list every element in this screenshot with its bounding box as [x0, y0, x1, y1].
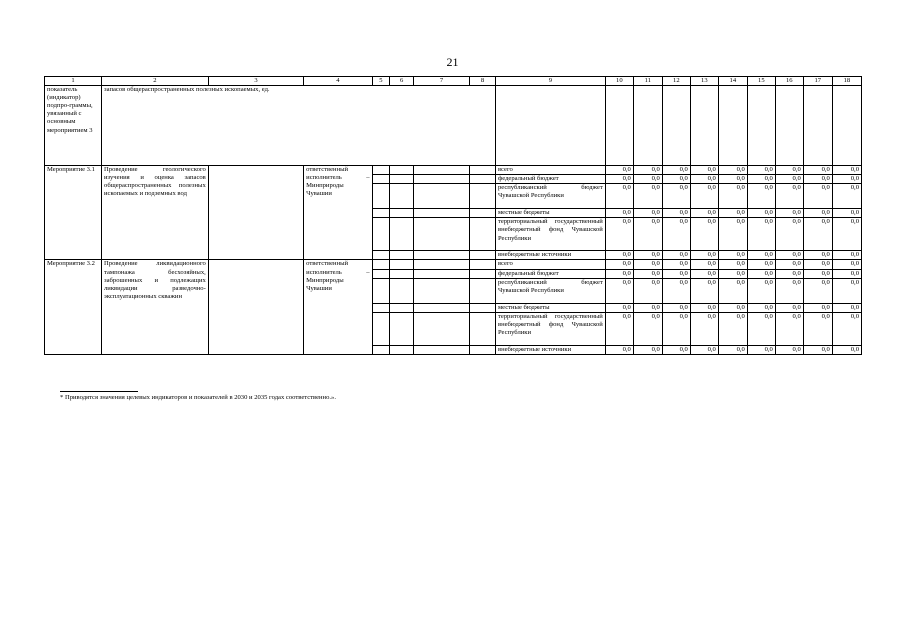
column-number: 14: [718, 77, 747, 86]
empty-cell: [372, 303, 390, 312]
value-cell: 0,0: [605, 209, 633, 218]
empty-cell: [372, 184, 390, 209]
value-cell: 0,0: [605, 166, 633, 175]
value-cell: 0,0: [718, 251, 747, 260]
empty-cell: [470, 303, 496, 312]
value-cell: 0,0: [690, 184, 718, 209]
empty-cell: [372, 175, 390, 184]
value-cell: 0,0: [832, 345, 861, 354]
value-cell: 0,0: [803, 278, 832, 303]
value-cell: 0,0: [662, 278, 690, 303]
value-cell: 0,0: [803, 345, 832, 354]
empty-cell: [414, 209, 470, 218]
value-cell: 0,0: [662, 251, 690, 260]
empty-cell: [414, 260, 470, 269]
value-cell: 0,0: [633, 209, 662, 218]
value-cell: 0,0: [803, 312, 832, 345]
value-cell: 0,0: [803, 209, 832, 218]
value-cell: 0,0: [803, 184, 832, 209]
column-number: 15: [747, 77, 775, 86]
header-row: [45, 77, 862, 86]
empty-cell: [470, 251, 496, 260]
value-cell: 0,0: [803, 166, 832, 175]
column-number: 12: [662, 77, 690, 86]
indicator-label: показатель (индикатор) подпро-граммы, увязанный с основным мероприятием 3: [45, 86, 102, 166]
value-cell: 0,0: [690, 269, 718, 278]
funding-source: внебюджетные источники: [495, 345, 605, 354]
value-cell: 0,0: [633, 166, 662, 175]
empty-cell: [470, 260, 496, 269]
value-cell: 0,0: [662, 260, 690, 269]
column-number: 9: [495, 77, 605, 86]
empty-cell: [414, 345, 470, 354]
empty-cell: [662, 86, 690, 166]
value-cell: 0,0: [605, 269, 633, 278]
value-cell: 0,0: [747, 218, 775, 251]
value-cell: 0,0: [747, 312, 775, 345]
empty-cell: [208, 260, 303, 354]
value-cell: 0,0: [832, 175, 861, 184]
empty-cell: [390, 218, 414, 251]
footnote: * Приводятся значения целевых индикаторов и показателей в 2030 и 2035 годах соответственно.».: [60, 394, 336, 401]
value-cell: 0,0: [832, 260, 861, 269]
value-cell: 0,0: [690, 209, 718, 218]
value-cell: 0,0: [690, 251, 718, 260]
funding-source: федеральный бюджет: [495, 269, 605, 278]
value-cell: 0,0: [633, 312, 662, 345]
value-cell: 0,0: [775, 312, 803, 345]
value-cell: 0,0: [662, 312, 690, 345]
value-cell: 0,0: [605, 278, 633, 303]
value-cell: 0,0: [718, 184, 747, 209]
value-cell: 0,0: [718, 209, 747, 218]
table-row: [45, 166, 862, 175]
empty-cell: [775, 86, 803, 166]
value-cell: 0,0: [747, 260, 775, 269]
value-cell: 0,0: [633, 303, 662, 312]
column-number: 16: [775, 77, 803, 86]
empty-cell: [390, 303, 414, 312]
value-cell: 0,0: [747, 166, 775, 175]
empty-cell: [414, 175, 470, 184]
value-cell: 0,0: [633, 218, 662, 251]
value-cell: 0,0: [775, 303, 803, 312]
value-cell: 0,0: [690, 166, 718, 175]
measure-executor: ответственный исполнитель – Минприроды Чувашии: [304, 260, 372, 354]
value-cell: 0,0: [803, 303, 832, 312]
value-cell: 0,0: [775, 269, 803, 278]
empty-cell: [470, 209, 496, 218]
value-cell: 0,0: [775, 166, 803, 175]
value-cell: 0,0: [690, 278, 718, 303]
empty-cell: [390, 175, 414, 184]
value-cell: 0,0: [690, 312, 718, 345]
value-cell: 0,0: [775, 184, 803, 209]
value-cell: 0,0: [690, 218, 718, 251]
measure-executor: ответственный исполнитель – Минприроды Чувашии: [304, 166, 372, 260]
empty-cell: [390, 184, 414, 209]
measure-name: Проведение геологического изучения и оценка запасов общераспространенных полезных ископаемых и подземных вод: [102, 166, 209, 260]
indicator-text: запасов общераспространенных полезных ископаемых, ед.: [102, 86, 496, 166]
value-cell: 0,0: [832, 218, 861, 251]
value-cell: 0,0: [718, 303, 747, 312]
column-number: 13: [690, 77, 718, 86]
empty-cell: [414, 166, 470, 175]
empty-cell: [633, 86, 662, 166]
value-cell: 0,0: [747, 209, 775, 218]
empty-cell: [390, 278, 414, 303]
indicator-row: [45, 86, 862, 166]
value-cell: 0,0: [803, 260, 832, 269]
empty-cell: [470, 218, 496, 251]
value-cell: 0,0: [605, 175, 633, 184]
empty-cell: [390, 251, 414, 260]
value-cell: 0,0: [662, 303, 690, 312]
empty-cell: [470, 175, 496, 184]
empty-cell: [470, 345, 496, 354]
value-cell: 0,0: [633, 184, 662, 209]
value-cell: 0,0: [605, 312, 633, 345]
value-cell: 0,0: [605, 218, 633, 251]
value-cell: 0,0: [747, 251, 775, 260]
value-cell: 0,0: [747, 269, 775, 278]
empty-cell: [414, 278, 470, 303]
funding-source: всего: [495, 166, 605, 175]
empty-cell: [414, 312, 470, 345]
column-number: 11: [633, 77, 662, 86]
value-cell: 0,0: [605, 184, 633, 209]
value-cell: 0,0: [633, 251, 662, 260]
value-cell: 0,0: [633, 278, 662, 303]
column-number: 10: [605, 77, 633, 86]
value-cell: 0,0: [832, 312, 861, 345]
empty-cell: [372, 209, 390, 218]
empty-cell: [390, 345, 414, 354]
value-cell: 0,0: [803, 175, 832, 184]
value-cell: 0,0: [662, 166, 690, 175]
value-cell: 0,0: [690, 175, 718, 184]
funding-source: местные бюджеты: [495, 209, 605, 218]
value-cell: 0,0: [662, 184, 690, 209]
empty-cell: [470, 278, 496, 303]
value-cell: 0,0: [803, 269, 832, 278]
footnote-separator: [60, 391, 138, 392]
empty-cell: [690, 86, 718, 166]
value-cell: 0,0: [718, 345, 747, 354]
measure-code: Мероприятие 3.1: [45, 166, 102, 260]
value-cell: 0,0: [747, 175, 775, 184]
value-cell: 0,0: [832, 209, 861, 218]
value-cell: 0,0: [775, 175, 803, 184]
value-cell: 0,0: [775, 209, 803, 218]
value-cell: 0,0: [605, 260, 633, 269]
value-cell: 0,0: [803, 251, 832, 260]
value-cell: 0,0: [803, 218, 832, 251]
empty-cell: [832, 86, 861, 166]
column-number: 18: [832, 77, 861, 86]
empty-cell: [372, 278, 390, 303]
empty-cell: [747, 86, 775, 166]
empty-cell: [208, 166, 303, 260]
value-cell: 0,0: [832, 278, 861, 303]
value-cell: 0,0: [718, 260, 747, 269]
value-cell: 0,0: [718, 218, 747, 251]
measure-name: Проведение ликвидационного тампонажа бесхозяйных, заброшенных и подлежащих ликвидации разведочно-эксплуатационных скважин: [102, 260, 209, 354]
empty-cell: [414, 184, 470, 209]
empty-cell: [414, 303, 470, 312]
value-cell: 0,0: [605, 303, 633, 312]
funding-source: республиканский бюджет Чувашской Республики: [495, 278, 605, 303]
value-cell: 0,0: [633, 269, 662, 278]
value-cell: 0,0: [633, 260, 662, 269]
value-cell: 0,0: [775, 251, 803, 260]
value-cell: 0,0: [662, 175, 690, 184]
table-row: [45, 260, 862, 269]
empty-cell: [372, 260, 390, 269]
empty-cell: [803, 86, 832, 166]
empty-cell: [470, 184, 496, 209]
value-cell: 0,0: [718, 175, 747, 184]
empty-cell: [390, 312, 414, 345]
value-cell: 0,0: [718, 312, 747, 345]
value-cell: 0,0: [605, 251, 633, 260]
funding-source: территориальный государственный внебюджетный фонд Чувашской Республики: [495, 312, 605, 345]
value-cell: 0,0: [775, 218, 803, 251]
empty-cell: [390, 209, 414, 218]
funding-source: местные бюджеты: [495, 303, 605, 312]
empty-cell: [470, 312, 496, 345]
empty-cell: [470, 166, 496, 175]
value-cell: 0,0: [832, 269, 861, 278]
value-cell: 0,0: [690, 260, 718, 269]
value-cell: 0,0: [718, 278, 747, 303]
funding-source: внебюджетные источники: [495, 251, 605, 260]
empty-cell: [414, 218, 470, 251]
empty-cell: [372, 269, 390, 278]
column-number: 4: [304, 77, 372, 86]
value-cell: 0,0: [832, 166, 861, 175]
column-number: 17: [803, 77, 832, 86]
funding-source: всего: [495, 260, 605, 269]
empty-cell: [390, 260, 414, 269]
empty-cell: [372, 218, 390, 251]
value-cell: 0,0: [690, 345, 718, 354]
column-number: 8: [470, 77, 496, 86]
page-number: 21: [446, 55, 459, 69]
column-number: 2: [102, 77, 209, 86]
empty-cell: [372, 312, 390, 345]
empty-cell: [718, 86, 747, 166]
value-cell: 0,0: [775, 260, 803, 269]
column-number: 7: [414, 77, 470, 86]
empty-cell: [470, 269, 496, 278]
value-cell: 0,0: [832, 303, 861, 312]
empty-cell: [372, 166, 390, 175]
column-number: 5: [372, 77, 390, 86]
value-cell: 0,0: [633, 345, 662, 354]
value-cell: 0,0: [775, 278, 803, 303]
empty-cell: [372, 345, 390, 354]
empty-cell: [372, 251, 390, 260]
value-cell: 0,0: [718, 166, 747, 175]
column-number: 6: [390, 77, 414, 86]
column-number: 3: [208, 77, 303, 86]
value-cell: 0,0: [832, 184, 861, 209]
empty-cell: [605, 86, 633, 166]
measure-code: Мероприятие 3.2: [45, 260, 102, 354]
value-cell: 0,0: [633, 175, 662, 184]
value-cell: 0,0: [718, 269, 747, 278]
funding-source: республиканский бюджет Чувашской Республики: [495, 184, 605, 209]
funding-source: территориальный государственный внебюджетный фонд Чувашской Республики: [495, 218, 605, 251]
value-cell: 0,0: [775, 345, 803, 354]
value-cell: 0,0: [747, 303, 775, 312]
empty-cell: [495, 86, 605, 166]
funding-source: федеральный бюджет: [495, 175, 605, 184]
value-cell: 0,0: [832, 251, 861, 260]
empty-cell: [390, 269, 414, 278]
value-cell: 0,0: [662, 345, 690, 354]
value-cell: 0,0: [747, 184, 775, 209]
value-cell: 0,0: [747, 345, 775, 354]
value-cell: 0,0: [747, 278, 775, 303]
column-number: 1: [45, 77, 102, 86]
value-cell: 0,0: [662, 209, 690, 218]
value-cell: 0,0: [662, 218, 690, 251]
empty-cell: [414, 251, 470, 260]
program-table: [44, 76, 862, 355]
value-cell: 0,0: [662, 269, 690, 278]
value-cell: 0,0: [605, 345, 633, 354]
empty-cell: [414, 269, 470, 278]
value-cell: 0,0: [690, 303, 718, 312]
empty-cell: [390, 166, 414, 175]
